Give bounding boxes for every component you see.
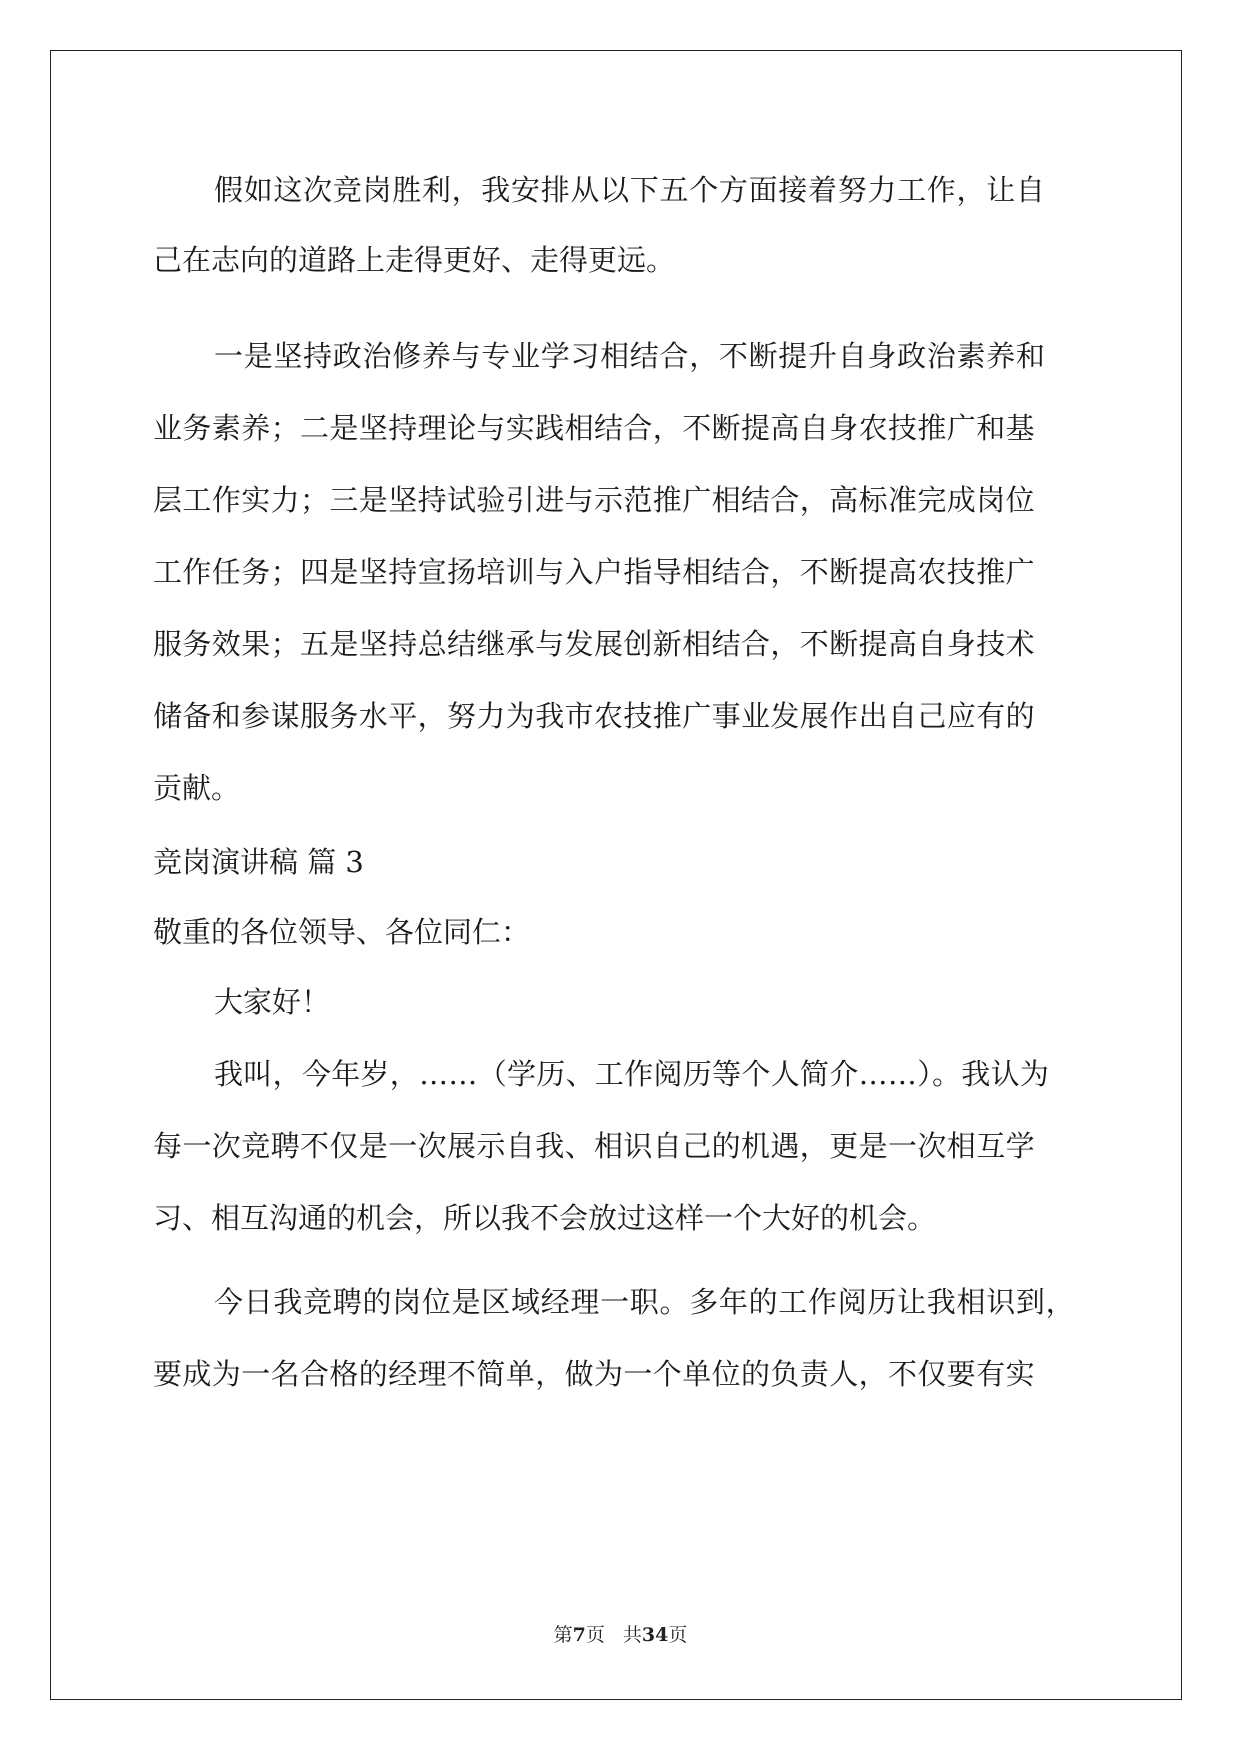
salutation: 敬重的各位领导、各位同仁： — [153, 915, 531, 949]
footer-total-prefix: 共 — [622, 1624, 642, 1646]
body-line-17: 要成为一名合格的经理不简单，做为一个单位的负责人，不仅要有实 — [153, 1357, 1036, 1391]
body-line-13: 我叫，今年岁，……（学历、工作阅历等个人简介……）。我认为 — [214, 1057, 1050, 1091]
body-line-4: 业务素养；二是坚持理论与实践相结合，不断提高自身农技推广和基 — [153, 411, 1036, 445]
footer-page-number: 7 — [572, 1624, 586, 1646]
body-line-9: 贡献。 — [153, 771, 241, 805]
body-line-15: 习、相互沟通的机会，所以我不会放过这样一个大好的机会。 — [153, 1201, 937, 1235]
footer-page-suffix: 页 — [585, 1624, 605, 1646]
body-line-5: 层工作实力；三是坚持试验引进与示范推广相结合，高标准完成岗位 — [153, 483, 1036, 517]
body-line-16: 今日我竞聘的岗位是区域经理一职。多年的工作阅历让我相识到， — [214, 1285, 1076, 1319]
body-line-3: 一是坚持政治修养与专业学习相结合，不断提升自身政治素养和 — [214, 339, 1046, 373]
page-footer — [0, 1620, 1241, 1647]
body-line-14: 每一次竞聘不仅是一次展示自我、相识自己的机遇，更是一次相互学 — [153, 1129, 1036, 1163]
body-line-6: 工作任务；四是坚持宣扬培训与入户指导相结合，不断提高农技推广 — [153, 555, 1036, 589]
body-line-7: 服务效果；五是坚持总结继承与发展创新相结合，不断提高自身技术 — [153, 627, 1036, 661]
section-heading: 竞岗演讲稿 篇 3 — [153, 845, 364, 879]
footer-total-suffix: 页 — [668, 1624, 688, 1646]
greeting: 大家好！ — [214, 985, 331, 1019]
footer-page-prefix: 第 — [553, 1624, 573, 1646]
body-line-2: 己在志向的道路上走得更好、走得更远。 — [153, 243, 676, 277]
body-line-1: 假如这次竞岗胜利，我安排从以下五个方面接着努力工作，让自 — [214, 173, 1046, 207]
footer-total-pages: 34 — [641, 1624, 669, 1646]
body-line-8: 储备和参谋服务水平，努力为我市农技推广事业发展作出自己应有的 — [153, 699, 1036, 733]
